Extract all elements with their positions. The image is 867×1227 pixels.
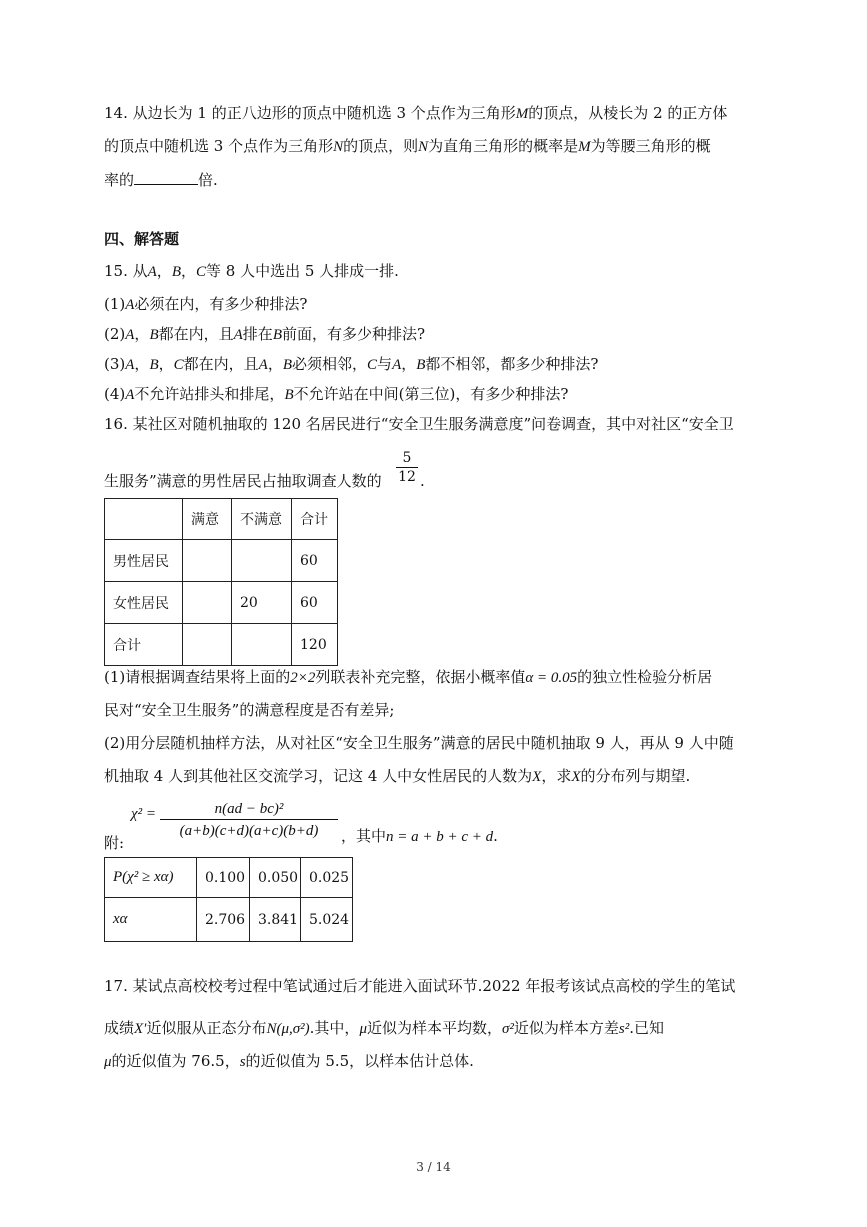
q14-line-3: 率的 倍.: [104, 171, 218, 189]
q15-part-2: (2)A，B都在内，且A排在B前面，有多少种排法?: [104, 325, 426, 343]
q16-line-2: 生服务”满意的男性居民占抽取调查人数的: [104, 472, 382, 490]
contingency-table: 满意 不满意 合计 男性居民 60 女性居民 20 60 合计 120: [104, 498, 338, 666]
q14-line-1: 14. 从边长为 1 的正八边形的顶点中随机选 3 个点作为三角形M的顶点，从棱长为 2 的正方体: [104, 104, 728, 122]
q17-line-1: 17. 某试点高校校考过程中笔试通过后才能进入面试环节.2022 年报考该试点高校的学生的笔试: [104, 977, 736, 995]
appendix-label: 附:: [104, 834, 125, 852]
q16-sub2-line-2: 机抽取 4 人到其他社区交流学习，记这 4 人中女性居民的人数为X，求X的分布列与期望.: [104, 767, 691, 785]
answer-blank[interactable]: [134, 170, 198, 185]
q16-sub1-line-2: 民对“安全卫生服务”的满意程度是否有差异;: [104, 701, 395, 719]
q17-line-2: 成绩X′近似服从正态分布N(μ,σ²).其中，μ近似为样本平均数，σ²近似为样本方差s².已知: [104, 1019, 665, 1037]
q15-part-3: (3)A，B，C都在内，且A，B必须相邻，C与A，B都不相邻，都多少种排法?: [104, 355, 599, 373]
q15-part-4: (4)A不允许站排头和排尾，B不允许站在中间(第三位)，有多少种排法?: [104, 385, 569, 403]
critical-value-table: P(χ² ≥ xα) 0.100 0.050 0.025 xα 2.706 3.841 5.024: [104, 857, 353, 942]
q15-intro: 15. 从A，B，C等 8 人中选出 5 人排成一排.: [104, 262, 399, 280]
chi-square-lhs: χ² =: [131, 806, 156, 822]
section-title: 四、解答题: [104, 230, 180, 248]
q16-sub2-line-1: (2)用分层随机抽样方法，从对社区“安全卫生服务”满意的居民中随机抽取 9 人，再从 9 人中随: [104, 734, 734, 752]
fraction-5-12: $\frac{5}{12}$: [396, 449, 418, 486]
chi-square-formula: $\frac{\text{n(ad − bc)²}}{(a+b)(c+d)(a+c)(b+d)}$: [160, 799, 338, 842]
formula-where: ，其中n = a + b + c + d.: [341, 827, 498, 845]
var-M: M: [515, 106, 529, 122]
q14-line-2: 的顶点中随机选 3 个点作为三角形N的顶点，则N为直角三角形的概率是M为等腰三角形的概: [104, 137, 711, 155]
q16-line-1: 16. 某社区对随机抽取的 120 名居民进行“安全卫生服务满意度”问卷调查，其中对社区“安全卫: [104, 415, 734, 433]
page-number: 3 / 14: [416, 1160, 451, 1174]
q16-sub1-line-1: (1)请根据调查结果将上面的2×2列联表补充完整，依据小概率值α = 0.05的独立性检验分析居: [104, 668, 713, 686]
q17-line-3: μ的近似值为 76.5，s的近似值为 5.5，以样本估计总体.: [104, 1052, 474, 1070]
q15-part-1: (1)A必须在内，有多少种排法?: [104, 295, 308, 313]
